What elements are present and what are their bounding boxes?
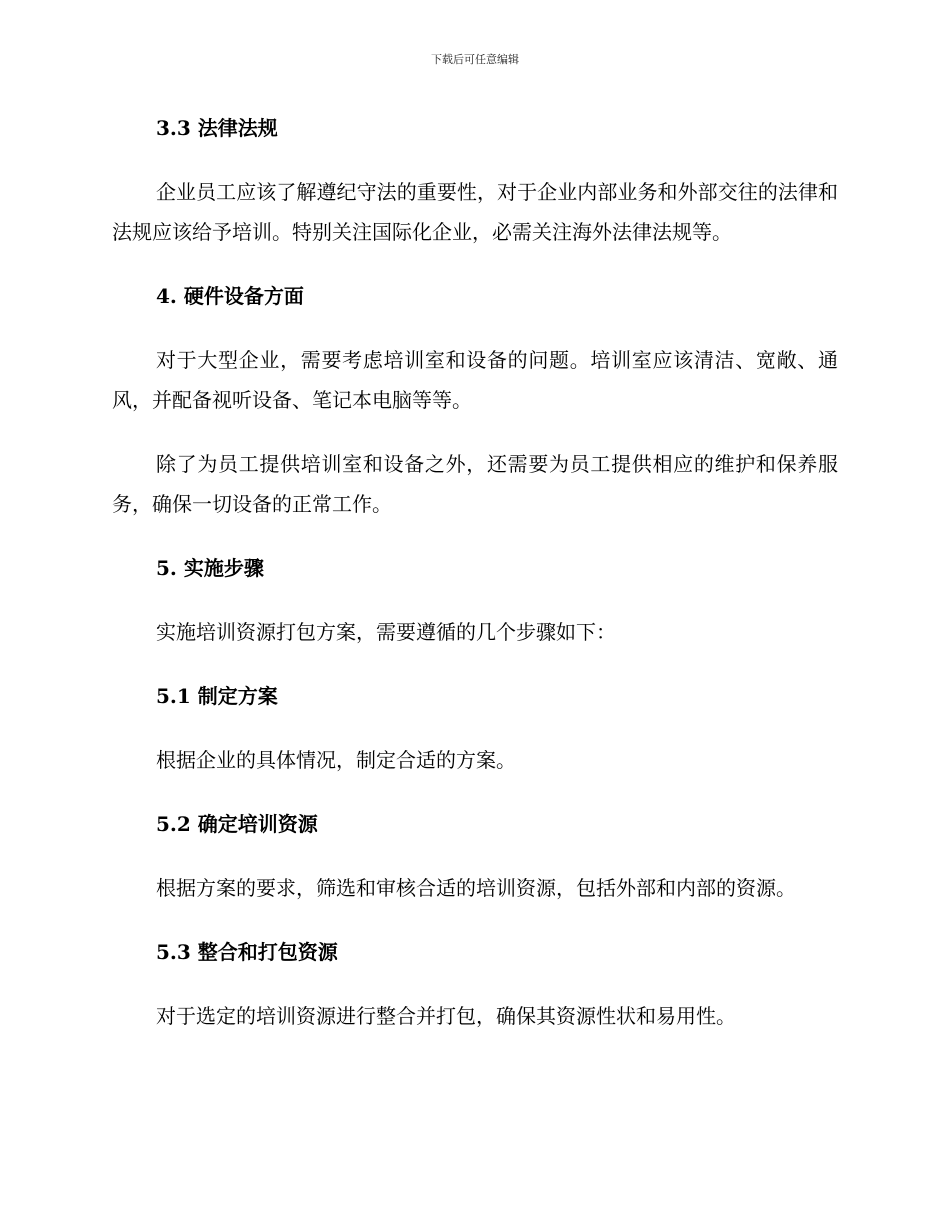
section-heading-5-1: 5.1 制定方案 (156, 684, 278, 708)
paragraph-plan: 根据企业的具体情况，制定合适的方案。 (156, 748, 516, 772)
section-heading-5-2: 5.2 确定培训资源 (156, 812, 318, 836)
paragraph-resources: 根据方案的要求，筛选和审核合适的培训资源，包括外部和内部的资源。 (156, 876, 796, 900)
section-heading-5: 5. 实施步骤 (156, 556, 264, 580)
paragraph-hardware-room: 对于大型企业，需要考虑培训室和设备的问题。培训室应该清洁、宽敞、通风，并配备视听设备、笔记本电脑等等。 (112, 348, 838, 412)
section-heading-4: 4. 硬件设备方面 (156, 284, 304, 308)
header-note: 下载后可任意编辑 (431, 53, 519, 66)
section-heading-5-3: 5.3 整合和打包资源 (156, 940, 338, 964)
section-heading-3-3: 3.3 法律法规 (156, 116, 278, 140)
paragraph-law: 企业员工应该了解遵纪守法的重要性，对于企业内部业务和外部交往的法律和法规应该给予培训。特别关注国际化企业，必需关注海外法律法规等。 (112, 180, 838, 244)
document-body (112, 108, 838, 1060)
paragraph-steps-intro: 实施培训资源打包方案，需要遵循的几个步骤如下： (156, 620, 616, 644)
paragraph-packaging: 对于选定的培训资源进行整合并打包，确保其资源性状和易用性。 (156, 1004, 736, 1028)
paragraph-hardware-maintenance: 除了为员工提供培训室和设备之外，还需要为员工提供相应的维护和保养服务，确保一切设备的正常工作。 (112, 452, 838, 516)
